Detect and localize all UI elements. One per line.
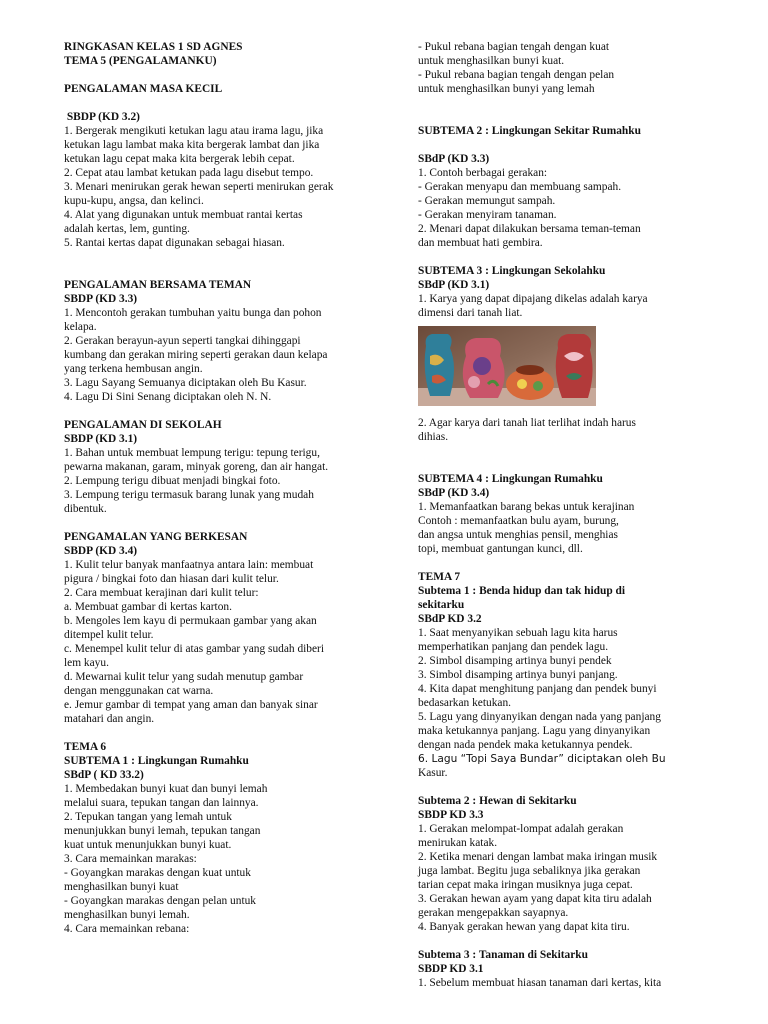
spacer	[418, 96, 708, 124]
text-line-c-menempel-kulit-telur-di-atas-gambar-ya: c. Menempel kulit telur di atas gambar yang sudah diberi	[64, 643, 325, 655]
text-line-1-memanfaatkan-barang-bekas-untuk-keraji: 1. Memanfaatkan barang bekas untuk kerajinan	[418, 501, 635, 513]
text-line-kasur: Kasur.	[418, 767, 448, 779]
spacer	[418, 250, 708, 264]
text-line-b-mengoles-lem-kayu-di-permukaan-gambar-: b. Mengoles lem kayu di permukaan gambar yang akan	[64, 615, 317, 627]
heading-sbdp-kd-3-3: SBdP (KD 3.3)	[418, 153, 490, 165]
spacer	[64, 68, 370, 82]
text-line-2-menari-dapat-dilakukan-bersama-teman-t: 2. Menari dapat dilakukan bersama teman-teman	[418, 223, 641, 235]
spacer	[418, 556, 708, 570]
text-line-gerakan-mengepakkan-sayapnya: gerakan mengepakkan sayapnya.	[418, 907, 569, 919]
heading-sbdp-kd-3-1: SBDP (KD 3.1)	[64, 433, 138, 445]
text-line-1-membedakan-bunyi-kuat-dan-bunyi-lemah: 1. Membedakan bunyi kuat dan bunyi lemah	[64, 783, 268, 795]
text-line-3-simbol-disamping-artinya-bunyi-panjang: 3. Simbol disamping artinya bunyi panjang.	[418, 669, 618, 681]
text-line-gerakan-menyapu-dan-membuang-sampah: - Gerakan menyapu dan membuang sampah.	[418, 181, 622, 193]
text-line-4-banyak-gerakan-hewan-yang-dapat-kita-t: 4. Banyak gerakan hewan yang dapat kita tiru.	[418, 921, 630, 933]
heading-subtema-4-lingkungan-rumahku: SUBTEMA 4 : Lingkungan Rumahku	[418, 473, 603, 485]
text-line-kumbang-dan-gerakan-miring-seperti-gerak: kumbang dan gerakan miring seperti gerakan daun kelapa	[64, 349, 328, 361]
text-line-1-gerakan-melompat-lompat-adalah-gerakan: 1. Gerakan melompat-lompat adalah gerakan	[418, 823, 624, 835]
text-line-adalah-kertas-lem-gunting: adalah kertas, lem, gunting.	[64, 223, 190, 235]
text-line-4-lagu-di-sini-senang-diciptakan-oleh-n-: 4. Lagu Di Sini Senang diciptakan oleh N. N.	[64, 391, 272, 403]
text-line-2-ketika-menari-dengan-lambat-maka-iring: 2. Ketika menari dengan lambat maka iringan musik	[418, 851, 658, 863]
text-line-gerakan-memungut-sampah: - Gerakan memungut sampah.	[418, 195, 556, 207]
text-line-goyangkan-marakas-dengan-pelan-untuk: - Goyangkan marakas dengan pelan untuk	[64, 895, 256, 907]
text-line-memperhatikan-panjang-dan-pendek-lagu: memperhatikan panjang dan pendek lagu.	[418, 641, 609, 653]
heading-pengalaman-di-sekolah: PENGALAMAN DI SEKOLAH	[64, 419, 222, 431]
text-line-2-gerakan-berayun-ayun-seperti-tangkai-d: 2. Gerakan berayun-ayun seperti tangkai dihinggapi	[64, 335, 301, 347]
text-line-2-tepukan-tangan-yang-lemah-untuk: 2. Tepukan tangan yang lemah untuk	[64, 811, 232, 823]
clay-pottery-image	[418, 326, 596, 406]
heading-subtema-1-benda-hidup-dan-tak-hidup-di: Subtema 1 : Benda hidup dan tak hidup di	[418, 585, 626, 597]
heading-ringkasan-kelas-1-sd-agnes: RINGKASAN KELAS 1 SD AGNES	[64, 41, 243, 53]
text-line-1-karya-yang-dapat-dipajang-dikelas-adal: 1. Karya yang dapat dipajang dikelas adalah karya	[418, 293, 648, 305]
heading-pengamalan-yang-berkesan: PENGAMALAN YANG BERKESAN	[64, 531, 248, 543]
text-line-3-gerakan-hewan-ayam-yang-dapat-kita-tir: 3. Gerakan hewan ayam yang dapat kita tiru adalah	[418, 893, 652, 905]
text-line-a-membuat-gambar-di-kertas-karton: a. Membuat gambar di kertas karton.	[64, 601, 232, 613]
text-line-dengan-menggunakan-cat-warna: dengan menggunakan cat warna.	[64, 685, 214, 697]
text-line-kelapa: kelapa.	[64, 321, 97, 333]
text-line-ketukan-lagu-cepat-maka-kita-bergerak-le: ketukan lagu cepat maka kita bergerak lebih cepat.	[64, 153, 295, 165]
text-line-pukul-rebana-bagian-tengah-dengan-pelan: - Pukul rebana bagian tengah dengan pelan	[418, 69, 615, 81]
text-line-menghasilkan-bunyi-kuat: menghasilkan bunyi kuat	[64, 881, 179, 893]
text-line-5-lagu-yang-dinyanyikan-dengan-nada-yang: 5. Lagu yang dinyanyikan dengan nada yang panjang	[418, 711, 661, 723]
heading-tema-6: TEMA 6	[64, 741, 107, 753]
heading-pengalaman-bersama-teman: PENGALAMAN BERSAMA TEMAN	[64, 279, 252, 291]
text-line-1-sebelum-membuat-hiasan-tanaman-dari-ke: 1. Sebelum membuat hiasan tanaman dari kertas, kita	[418, 977, 662, 989]
text-line-maka-ketukannya-panjang-lagu-yang-dinyan: maka ketukannya panjang. Lagu yang dinyanyikan	[418, 725, 651, 737]
text-line-dan-membuat-hati-gembira: dan membuat hati gembira.	[418, 237, 543, 249]
clay-crafts-photo	[418, 326, 596, 406]
text-line-menirukan-katak: menirukan katak.	[418, 837, 498, 849]
text-line-2-agar-karya-dari-tanah-liat-terlihat-in: 2. Agar karya dari tanah liat terlihat indah harus	[418, 417, 636, 429]
heading-sbdp-kd-33-2: SBdP ( KD 33.2)	[64, 769, 144, 781]
heading-sbdp-kd-3-4: SBdP (KD 3.4)	[418, 487, 490, 499]
text-line-lem-kayu: lem kayu.	[64, 657, 109, 669]
heading-pengalaman-masa-kecil: PENGALAMAN MASA KECIL	[64, 83, 223, 95]
heading-tema-5-pengalamanku: TEMA 5 (PENGALAMANKU)	[64, 55, 217, 67]
text-line-4-kita-dapat-menghitung-panjang-dan-pend: 4. Kita dapat menghitung panjang dan pendek bunyi	[418, 683, 657, 695]
text-line-3-lempung-terigu-termasuk-barang-lunak-y: 3. Lempung terigu termasuk barang lunak yang mudah	[64, 489, 314, 501]
heading-subtema-3-tanaman-di-sekitarku: Subtema 3 : Tanaman di Sekitarku	[418, 949, 588, 961]
spacer	[64, 404, 370, 418]
text-line-ditempel-kulit-telur: ditempel kulit telur.	[64, 629, 154, 641]
text-line-yang-terkena-hembusan-angin: yang terkena hembusan angin.	[64, 363, 203, 375]
heading-sekitarku: sekitarku	[418, 599, 465, 611]
heading-subtema-2-lingkungan-sekitar-rumahku: SUBTEMA 2 : Lingkungan Sekitar Rumahku	[418, 125, 641, 137]
spacer	[418, 934, 708, 948]
heading-sbdp-kd-3-4: SBDP (KD 3.4)	[64, 545, 138, 557]
spacer	[418, 444, 708, 472]
text-line-ketukan-lagu-lambat-maka-kita-bergerak-l: ketukan lagu lambat maka kita bergerak lambat dan jika	[64, 139, 320, 151]
left-column	[64, 40, 370, 936]
text-line-juga-lambat-begitu-juga-sebaliknya-jika-: juga lambat. Begitu juga sebaliknya jika gerakan	[418, 865, 641, 877]
right-column	[418, 40, 708, 990]
heading-sbdp-kd-3-1: SBDP KD 3.1	[418, 963, 484, 975]
text-line-2-simbol-disamping-artinya-bunyi-pendek: 2. Simbol disamping artinya bunyi pendek	[418, 655, 612, 667]
text-line-2-cara-membuat-kerajinan-dari-kulit-telu: 2. Cara membuat kerajinan dari kulit telur:	[64, 587, 259, 599]
text-line-dihias: dihias.	[418, 431, 449, 443]
text-line-1-saat-menyanyikan-sebuah-lagu-kita-haru: 1. Saat menyanyikan sebuah lagu kita harus	[418, 627, 618, 639]
text-line-kupu-kupu-angsa-dan-kelinci: kupu-kupu, angsa, dan kelinci.	[64, 195, 204, 207]
text-line-goyangkan-marakas-dengan-kuat-untuk: - Goyangkan marakas dengan kuat untuk	[64, 867, 251, 879]
text-line-4-alat-yang-digunakan-untuk-membuat-rant: 4. Alat yang digunakan untuk membuat rantai kertas	[64, 209, 303, 221]
heading-sbdp-kd-3-2: SBdP KD 3.2	[418, 613, 482, 625]
text-line-1-kulit-telur-banyak-manfaatnya-antara-l: 1. Kulit telur banyak manfaatnya antara lain: membuat	[64, 559, 314, 571]
text-line-d-mewarnai-kulit-telur-yang-sudah-menutu: d. Mewarnai kulit telur yang sudah menutup gambar	[64, 671, 304, 683]
text-line-e-jemur-gambar-di-tempat-yang-aman-dan-b: e. Jemur gambar di tempat yang aman dan banyak sinar	[64, 699, 318, 711]
text-line-2-lempung-terigu-dibuat-menjadi-bingkai-: 2. Lempung terigu dibuat menjadi bingkai foto.	[64, 475, 281, 487]
text-line-4-cara-memainkan-rebana: 4. Cara memainkan rebana:	[64, 923, 190, 935]
heading-sbdp-kd-3-3: SBDP KD 3.3	[418, 809, 484, 821]
text-line-2-cepat-atau-lambat-ketukan-pada-lagu-di: 2. Cepat atau lambat ketukan pada lagu disebut tempo.	[64, 167, 314, 179]
spacer	[64, 250, 370, 278]
spacer	[418, 780, 708, 794]
text-line-melalui-suara-tepukan-tangan-dan-lainnya: melalui suara, tepukan tangan dan lainnya.	[64, 797, 259, 809]
heading-subtema-2-hewan-di-sekitarku: Subtema 2 : Hewan di Sekitarku	[418, 795, 577, 807]
text-line-dibentuk: dibentuk.	[64, 503, 107, 515]
text-line-pigura-bingkai-foto-dan-hiasan-dari-kuli: pigura / bingkai foto dan hiasan dari kulit telur.	[64, 573, 279, 585]
heading-tema-7: TEMA 7	[418, 571, 461, 583]
text-line-untuk-menghasilkan-bunyi-kuat: untuk menghasilkan bunyi kuat.	[418, 55, 565, 67]
text-line-menunjukkan-bunyi-lemah-tepukan-tangan: menunjukkan bunyi lemah, tepukan tangan	[64, 825, 261, 837]
spacer	[418, 138, 708, 152]
text-line-topi-membuat-gantungan-kunci-dll: topi, membuat gantungan kunci, dll.	[418, 543, 583, 555]
spacer	[64, 96, 370, 110]
text-line-matahari-dan-angin: matahari dan angin.	[64, 713, 155, 725]
spacer	[64, 726, 370, 740]
text-line-pukul-rebana-bagian-tengah-dengan-kuat: - Pukul rebana bagian tengah dengan kuat	[418, 41, 610, 53]
text-line-3-cara-memainkan-marakas: 3. Cara memainkan marakas:	[64, 853, 197, 865]
text-line-1-bahan-untuk-membuat-lempung-terigu-tep: 1. Bahan untuk membuat lempung terigu: tepung terigu,	[64, 447, 320, 459]
text-line-dan-angsa-untuk-menghias-pensil-menghias: dan angsa untuk menghias pensil, menghias	[418, 529, 618, 541]
text-line-1-mencontoh-gerakan-tumbuhan-yaitu-bunga: 1. Mencontoh gerakan tumbuhan yaitu bunga dan pohon	[64, 307, 322, 319]
text-line-dimensi-dari-tanah-liat: dimensi dari tanah liat.	[418, 307, 523, 319]
text-line-untuk-menghasilkan-bunyi-yang-lemah: untuk menghasilkan bunyi yang lemah	[418, 83, 595, 95]
text-line-dengan-nada-pendek-maka-ketukannya-pende: dengan nada pendek maka ketukannya pendek.	[418, 739, 633, 751]
heading-subtema-3-lingkungan-sekolahku: SUBTEMA 3 : Lingkungan Sekolahku	[418, 265, 606, 277]
text-line-menghasilkan-bunyi-lemah: menghasilkan bunyi lemah.	[64, 909, 190, 921]
text-line-bedasarkan-ketukan: bedasarkan ketukan.	[418, 697, 511, 709]
heading-sbdp-kd-3-3: SBDP (KD 3.3)	[64, 293, 138, 305]
text-line-1-contoh-berbagai-gerakan: 1. Contoh berbagai gerakan:	[418, 167, 548, 179]
text-line-6-lagu-topi-saya-bundar-diciptakan-oleh-: 6. Lagu “Topi Saya Bundar” diciptakan oleh Bu	[418, 753, 666, 765]
text-line-3-lagu-sayang-semuanya-diciptakan-oleh-b: 3. Lagu Sayang Semuanya diciptakan oleh Bu Kasur.	[64, 377, 307, 389]
text-line-3-menari-menirukan-gerak-hewan-seperti-m: 3. Menari menirukan gerak hewan seperti menirukan gerak	[64, 181, 334, 193]
text-line-gerakan-menyiram-tanaman: - Gerakan menyiram tanaman.	[418, 209, 557, 221]
heading-sbdp-kd-3-1: SBdP (KD 3.1)	[418, 279, 490, 291]
text-line-1-bergerak-mengikuti-ketukan-lagu-atau-i: 1. Bergerak mengikuti ketukan lagu atau irama lagu, jika	[64, 125, 324, 137]
spacer	[64, 516, 370, 530]
text-line-tarian-cepat-maka-iringan-musiknya-juga-: tarian cepat maka iringan musiknya juga cepat.	[418, 879, 633, 891]
heading-sbdp-kd-3-2: SBDP (KD 3.2)	[64, 111, 140, 123]
text-line-kuat-untuk-menunjukkan-bunyi-kuat: kuat untuk menunjukkan bunyi kuat.	[64, 839, 232, 851]
text-line-5-rantai-kertas-dapat-digunakan-sebagai-: 5. Rantai kertas dapat digunakan sebagai hiasan.	[64, 237, 285, 249]
text-line-pewarna-makanan-garam-minyak-goreng-dan-: pewarna makanan, garam, minyak goreng, dan air hangat.	[64, 461, 329, 473]
text-line-contoh-memanfaatkan-bulu-ayam-burung: Contoh : memanfaatkan bulu ayam, burung,	[418, 515, 619, 527]
heading-subtema-1-lingkungan-rumahku: SUBTEMA 1 : Lingkungan Rumahku	[64, 755, 249, 767]
